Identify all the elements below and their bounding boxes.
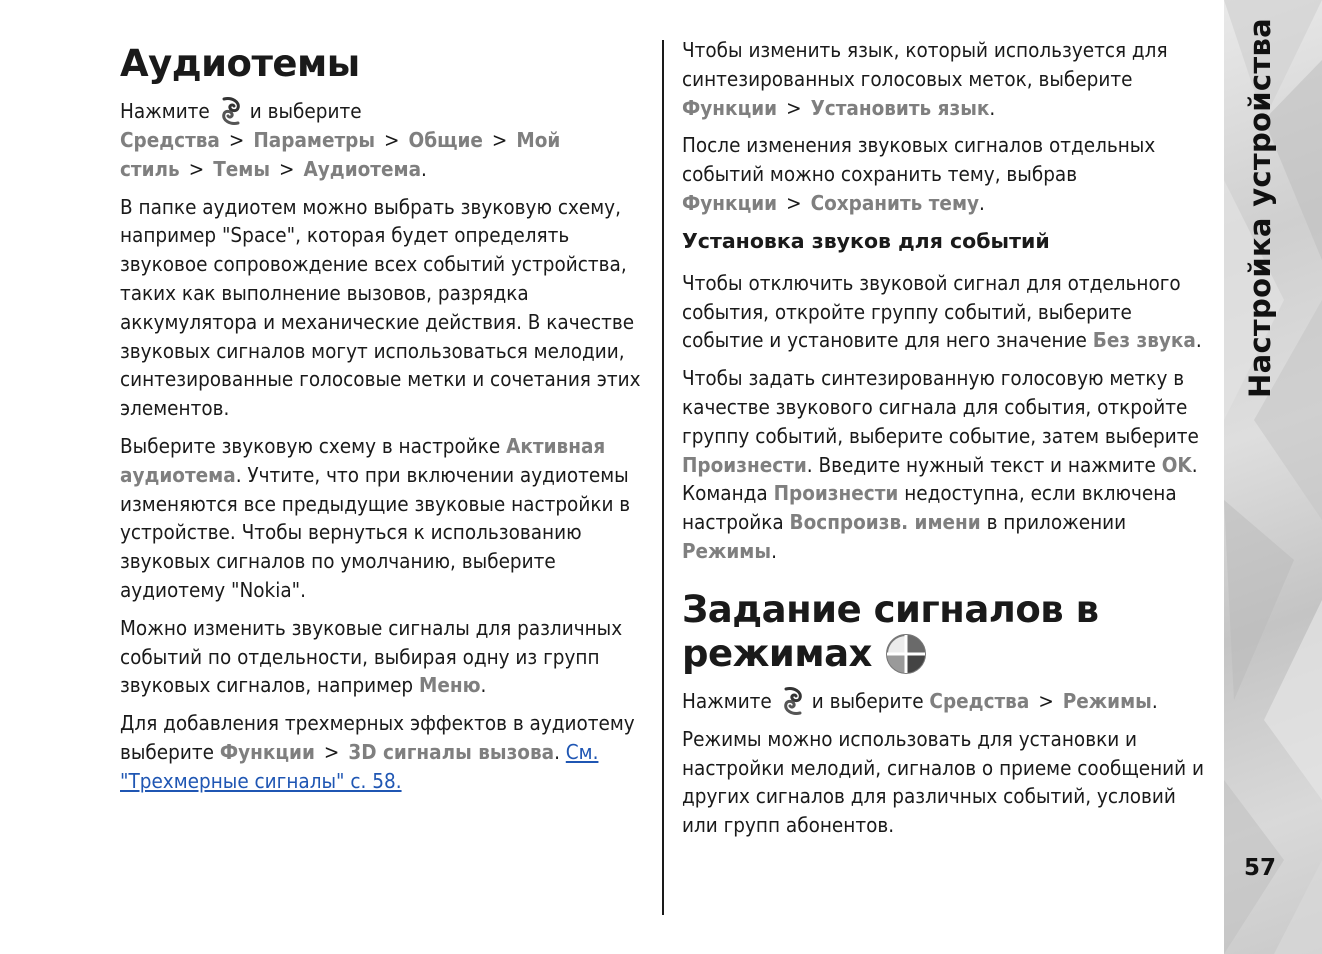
section-title-profile-tones: Задание сигналов в режимах xyxy=(682,587,1099,675)
nokia-menu-key-icon xyxy=(218,96,244,126)
paragraph-change-language: Чтобы изменить язык, который используется для синтезированных голосовых меток, выберите Функции > Установить язык. xyxy=(682,38,1168,120)
left-column xyxy=(120,36,652,805)
keyword-profiles: Режимы xyxy=(682,538,772,563)
right-column xyxy=(682,36,1214,849)
menu-path-my-style: Мой стиль xyxy=(120,128,561,181)
keyword-speak: Произнести xyxy=(773,481,899,506)
paragraph-change-signals: Можно изменить звуковые сигналы для различных событий по отдельности, выбирая одну из групп звуковых сигналов, например Меню. xyxy=(120,615,623,698)
menu-path-general: Общие xyxy=(408,128,483,152)
menu-path-tools: Средства xyxy=(120,128,220,152)
keyword-silent: Без звука xyxy=(1092,328,1196,353)
keyword-functions: Функции xyxy=(682,190,778,215)
menu-path-audio-theme: Аудиотема xyxy=(303,156,422,181)
profiles-app-icon xyxy=(884,632,928,676)
page-number: 57 xyxy=(1244,855,1277,881)
keyword-3d-call-signals: 3D сигналы вызова xyxy=(348,739,555,764)
column-divider xyxy=(662,40,664,915)
keyword-active-audio-theme: Активная аудиотема xyxy=(120,433,606,487)
menu-path-settings: Параметры xyxy=(253,128,376,152)
link-3d-signals-page[interactable]: См. "Трехмерные сигналы" с. 58. xyxy=(120,739,599,793)
menu-path-profiles: Режимы xyxy=(1062,688,1152,713)
profiles-navigation: Нажмите и выберите Средства > Режимы. xyxy=(682,686,1214,716)
paragraph-active-audio-theme: Выберите звуковую схему в настройке Активная аудиотема. Учтите, что при включении аудиотемы изменяются все предыдущие звуковые настройки в устройстве. Чтобы вернуться к использованию звуковых сигналов по умолчанию, выберите аудиотему "Nokia". xyxy=(120,433,631,602)
keyword-set-language: Установить язык xyxy=(810,95,990,120)
chapter-title: Настройка устройства xyxy=(1243,17,1277,398)
audio-themes-navigation: Нажмите и выберите Средства > Параметры > Общие > Мой стиль > Темы > Аудиотема. xyxy=(120,96,652,184)
paragraph-disable-sound: Чтобы отключить звуковой сигнал для отдельного события, откройте группу событий, выберите событие и установите для него значение Без звука. xyxy=(682,270,1202,353)
subheading-event-sounds: Установка звуков для событий xyxy=(682,228,1050,253)
menu-path-themes: Темы xyxy=(213,156,271,181)
keyword-speak: Произнести xyxy=(682,452,807,477)
paragraph-profiles-usage: Режимы можно использовать для установки и настройки мелодий, сигналов о приеме сообщений и других сигналов для различных событий, условий или групп абонентов. xyxy=(682,726,1204,838)
menu-path-tools: Средства xyxy=(929,688,1030,713)
chapter-sidebar xyxy=(1224,0,1322,954)
keyword-say-caller-name: Воспроизв. имени xyxy=(789,510,981,535)
keyword-menu: Меню xyxy=(419,673,481,698)
keyword-functions: Функции xyxy=(682,95,778,120)
keyword-ok: OK xyxy=(1161,452,1192,477)
paragraph-voice-tag: Чтобы задать синтезированную голосовую метку в качестве звукового сигнала для события, откройте группу событий, выберите событие, затем выберите Произнести. Введите нужный текст и нажмите OK. Команда Произнести недоступна, если включена настройка Воспроизв. имени в приложении Режимы. xyxy=(682,366,1199,563)
nokia-menu-key-icon xyxy=(780,686,806,716)
paragraph-3d-effects: Для добавления трехмерных эффектов в аудиотему выберите Функции > 3D сигналы вызова. См. "Трехмерные сигналы" с. 58. xyxy=(120,711,635,793)
paragraph-audio-theme-folder: В папке аудиотем можно выбрать звуковую схему, например "Space", которая будет определять звуковое сопровождение всех событий устройства, таких как выполнение вызовов, разрядка аккумулятора и механические действия. В качестве звуковых сигналов могут использоваться мелодии, синтезированные голосовые метки и сочетания этих элементов. xyxy=(120,194,641,421)
section-title-audio-themes: Аудиотемы xyxy=(120,42,360,85)
keyword-save-theme: Сохранить тему xyxy=(810,190,980,215)
paragraph-save-theme: После изменения звуковых сигналов отдельных событий можно сохранить тему, выбрав Функции > Сохранить тему. xyxy=(682,133,1156,215)
keyword-functions: Функции xyxy=(219,739,315,764)
